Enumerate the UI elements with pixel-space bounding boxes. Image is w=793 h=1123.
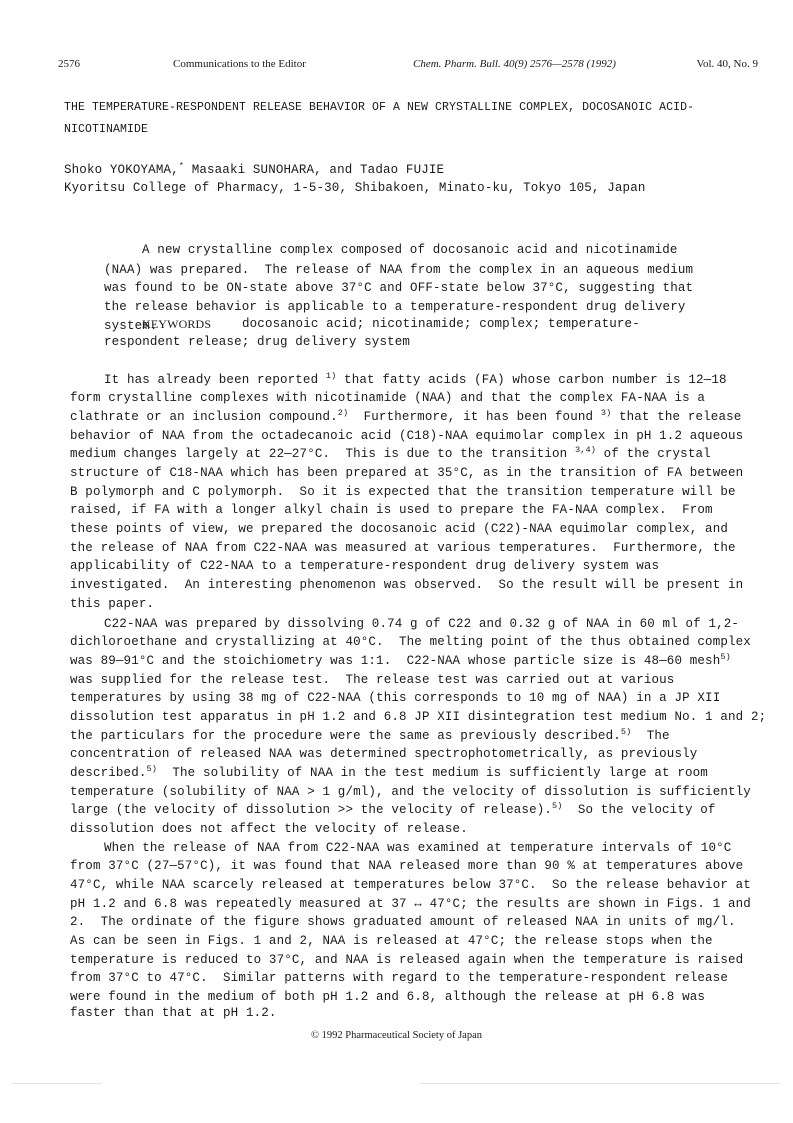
body-line: 47°C, while NAA scarcely released at temperatures below 37°C. So the release behavior at	[70, 878, 751, 892]
body-line: concentration of released NAA was determined spectrophotometrically, as previously	[70, 747, 698, 761]
author-others: Masaaki SUNOHARA, and Tadao FUJIE	[184, 163, 445, 177]
author-line	[64, 162, 444, 178]
body-line: dissolution test apparatus in pH 1.2 and 6.8 JP XII disintegration test medium No. 1 and 2;	[70, 710, 767, 724]
citation-ref: 5)	[720, 651, 731, 662]
body-line: dichloroethane and crystallizing at 40°C. The melting point of the thus obtained complex	[70, 635, 751, 649]
body-line: 2. The ordinate of the figure shows graduated amount of released NAA in units of mg/l.	[70, 915, 736, 929]
article-title-line-2: NICOTINAMIDE	[64, 123, 149, 136]
body-line: these points of view, we prepared the docosanoic acid (C22)-NAA equimolar complex, and	[70, 522, 729, 536]
keywords-line-2: respondent release; drug delivery system	[104, 335, 411, 349]
running-header	[58, 58, 758, 74]
body-line: from 37°C to 47°C. Similar patterns with regard to the temperature-respondent release	[70, 971, 729, 985]
author-first: Shoko YOKOYAMA,	[64, 163, 179, 177]
body-line: temperature is reduced to 37°C, and NAA is released again when the temperature is raised	[70, 953, 744, 967]
body-line: the release of NAA from C22-NAA was measured at various temperatures. Furthermore, the	[70, 541, 736, 555]
citation-ref: 5)	[552, 800, 563, 811]
body-line: behavior of NAA from the octadecanoic acid (C18)-NAA equimolar complex in pH 1.2 aqueous	[70, 429, 744, 443]
body-line: temperature (solubility of NAA > 1 g/ml), and the velocity of dissolution is sufficiently	[70, 785, 751, 799]
body-line: investigated. An interesting phenomenon was observed. So the result will be present in	[70, 578, 744, 592]
body-line: When the release of NAA from C22-NAA was examined at temperature intervals of 10°C	[104, 841, 732, 855]
keywords-label: KEYWORDS	[142, 317, 212, 331]
body-line: raised, if FA with a longer alkyl chain is used to prepare the FA-NAA complex. From	[70, 503, 713, 517]
body-line: temperatures by using 38 mg of C22-NAA (this corresponds to 10 mg of NAA) in a JP XII	[70, 691, 721, 705]
body-line: structure of C18-NAA which has been prepared at 35°C, as in the transition of FA between	[70, 466, 744, 480]
abstract-line-3: was found to be ON-state above 37°C and OFF-state below 37°C, suggesting that	[104, 281, 694, 295]
section-name: Communications to the Editor	[173, 58, 306, 70]
body-line: form crystalline complexes with nicotinamide (NAA) and that the complex FA-NAA is a	[70, 391, 706, 405]
scan-artifact	[420, 1083, 780, 1084]
body-line: faster than that at pH 1.2.	[70, 1006, 277, 1020]
body-line: the particulars for the procedure were the same as previously described.$^{5)}$ The	[70, 726, 670, 743]
citation-ref: 5)	[146, 763, 158, 774]
citation-ref: 3,4)	[574, 444, 596, 455]
body-line: It has already been reported $^{1)}$ that fatty acids (FA) whose carbon number is 12—18	[104, 370, 727, 387]
scan-artifact	[12, 1083, 102, 1084]
volume-issue: Vol. 40, No. 9	[696, 58, 758, 70]
body-line: B polymorph and C polymorph. So it is expected that the transition temperature will be	[70, 485, 736, 499]
abstract-line-4: the release behavior is applicable to a temperature-respondent drug delivery	[104, 300, 686, 314]
affiliation: Kyoritsu College of Pharmacy, 1-5-30, Shibakoen, Minato-ku, Tokyo 105, Japan	[64, 181, 646, 195]
citation-ref: 1)	[325, 370, 337, 381]
body-line: was supplied for the release test. The release test was carried out at various	[70, 673, 675, 687]
abstract-line-1: A new crystalline complex composed of docosanoic acid and nicotinamide	[142, 243, 678, 257]
body-line: dissolution does not affect the velocity of release.	[70, 822, 468, 836]
citation-ref: 2)	[337, 407, 349, 418]
article-title-line-1: THE TEMPERATURE-RESPONDENT RELEASE BEHAVIOR OF A NEW CRYSTALLINE COMPLEX, DOCOSANOIC ACID-	[64, 101, 695, 114]
body-line: from 37°C (27—57°C), it was found that NAA released more than 90 % at temperatures above	[70, 859, 744, 873]
body-line: applicability of C22-NAA to a temperature-respondent drug delivery system was	[70, 559, 660, 573]
journal-citation: Chem. Pharm. Bull. 40(9) 2576—2578 (1992)	[413, 58, 616, 70]
body-line: large (the velocity of dissolution >> the velocity of release).$^{5)}$ So the velocity of	[70, 800, 716, 817]
body-line: this paper.	[70, 597, 155, 611]
body-line: were found in the medium of both pH 1.2 and 6.8, although the release at pH 6.8 was	[70, 990, 706, 1004]
abstract-line-5: system.	[104, 319, 158, 333]
citation-ref: 3)	[600, 407, 612, 418]
citation-ref: 5)	[620, 726, 632, 737]
body-line: described.$^{5)}$ The solubility of NAA in the test medium is sufficiently large at room	[70, 763, 708, 780]
body-line: was 89—91°C and the stoichiometry was 1:1. C22-NAA whose particle size is 48—60 mesh$^{5)}$	[70, 651, 731, 668]
corresponding-mark: *	[178, 160, 185, 171]
copyright-footer: © 1992 Pharmaceutical Society of Japan	[311, 1030, 482, 1041]
body-line: C22-NAA was prepared by dissolving 0.74 g of C22 and 0.32 g of NAA in 60 ml of 1,2-	[104, 617, 740, 631]
abstract-line-2: (NAA) was prepared. The release of NAA from the complex in an aqueous medium	[104, 263, 694, 277]
body-line: pH 1.2 and 6.8 was repeatedly measured at 37 ↔ 47°C; the results are shown in Figs. 1 and	[70, 897, 751, 911]
body-line: medium changes largely at 22—27°C. This is due to the transition $^{3,4)}$ of the crystal	[70, 444, 711, 461]
body-line: clathrate or an inclusion compound.$^{2)}$ Furthermore, it has been found $^{3)}$ that the release	[70, 407, 742, 424]
body-line: As can be seen in Figs. 1 and 2, NAA is released at 47°C; the release stops when the	[70, 934, 713, 948]
keywords-line-1: docosanoic acid; nicotinamide; complex; temperature-	[242, 317, 640, 331]
page-number: 2576	[58, 58, 80, 70]
